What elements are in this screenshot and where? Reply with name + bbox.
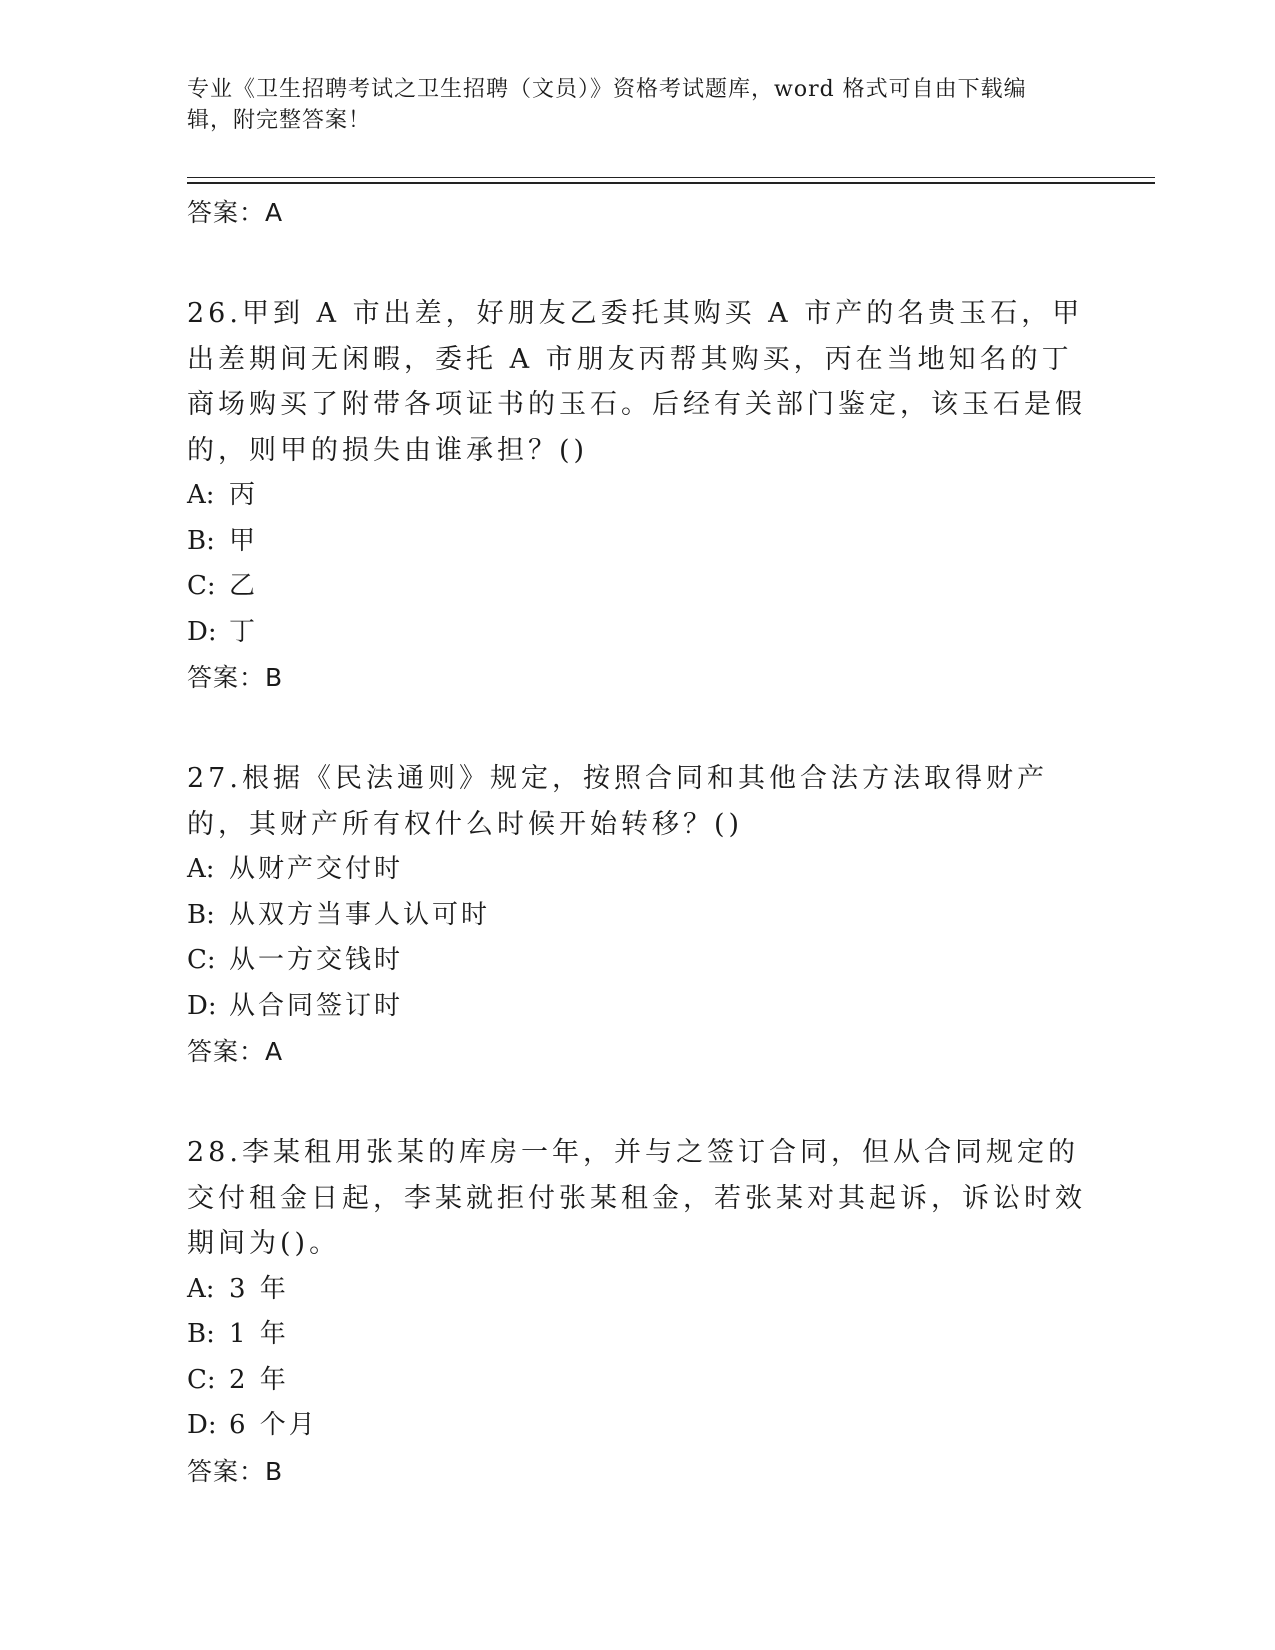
question-26 xyxy=(187,291,1087,700)
option-key: D: xyxy=(187,990,217,1021)
option-a xyxy=(187,473,1087,519)
option-key: C: xyxy=(187,945,216,975)
question-27 xyxy=(187,756,1087,1074)
option-a xyxy=(187,1267,1087,1313)
option-c xyxy=(187,564,1087,610)
question-list xyxy=(187,190,1087,1494)
answer-27: 答案：A xyxy=(187,1037,284,1066)
option-text: 1 年 xyxy=(229,1319,289,1349)
option-d xyxy=(187,984,1087,1030)
header-rule-thin xyxy=(187,177,1155,178)
option-text: 丁 xyxy=(229,616,259,647)
option-b xyxy=(187,519,1087,565)
answer-28: 答案：B xyxy=(187,1456,284,1486)
option-c xyxy=(187,938,1087,984)
option-text: 从合同签订时 xyxy=(229,990,404,1021)
option-text: 从一方交钱时 xyxy=(229,945,404,975)
option-text: 从财产交付时 xyxy=(229,854,404,884)
question-stem: 26.甲到 A 市出差，好朋友乙委托其购买 A 市产的名贵玉石，甲出差期间无闲暇，委托 A 市朋友丙帮其购买，丙在当地知名的丁商场购买了附带各项证书的玉石。后经有关部门鉴定，该玉石是假的，则甲的损失由谁承担？() xyxy=(187,298,1086,466)
answer-26: 答案：B xyxy=(187,663,284,692)
option-key: C: xyxy=(187,571,216,601)
question-28 xyxy=(187,1130,1087,1494)
option-a xyxy=(187,847,1087,893)
option-text: 丙 xyxy=(229,480,259,510)
option-key: B: xyxy=(187,1319,215,1349)
option-text: 乙 xyxy=(229,571,259,601)
question-stem: 28.李某租用张某的库房一年，并与之签订合同，但从合同规定的交付租金日起，李某就拒付张某租金，若张某对其起诉，诉讼时效期间为()。 xyxy=(187,1137,1086,1259)
previous-answer: 答案：A xyxy=(187,198,284,227)
option-key: D: xyxy=(187,616,217,647)
option-text: 3 年 xyxy=(229,1273,289,1304)
option-key: C: xyxy=(187,1364,216,1395)
option-text: 2 年 xyxy=(229,1364,289,1395)
option-key: B: xyxy=(187,899,215,930)
option-key: D: xyxy=(187,1410,217,1440)
option-key: A: xyxy=(187,854,215,884)
option-text: 从双方当事人认可时 xyxy=(229,899,491,930)
option-key: B: xyxy=(187,525,215,556)
option-key: A: xyxy=(187,1273,215,1304)
option-c xyxy=(187,1358,1087,1404)
option-d xyxy=(187,610,1087,656)
option-b xyxy=(187,1312,1087,1358)
document-header: 专业《卫生招聘考试之卫生招聘（文员）》资格考试题库，word 格式可自由下载编辑，附完整答案！ xyxy=(187,77,1027,133)
option-d xyxy=(187,1403,1087,1449)
option-text: 甲 xyxy=(229,525,259,556)
question-stem: 27.根据《民法通则》规定，按照合同和其他合法方法取得财产的，其财产所有权什么时候开始转移？() xyxy=(187,763,1048,840)
header-rule-thick xyxy=(187,182,1155,184)
option-b xyxy=(187,893,1087,939)
option-text: 6 个月 xyxy=(229,1410,318,1440)
option-key: A: xyxy=(187,480,215,510)
